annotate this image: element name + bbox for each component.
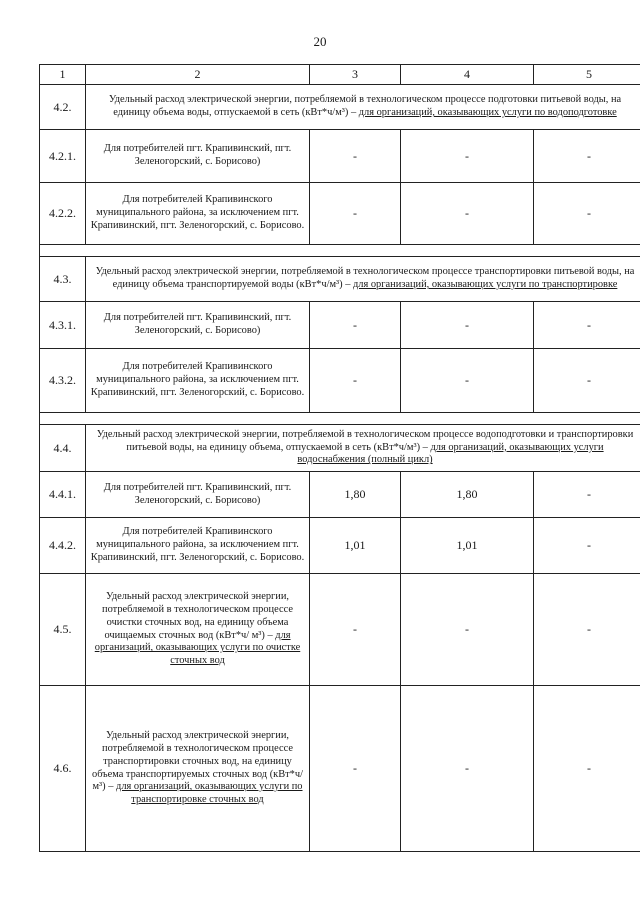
section-row xyxy=(40,425,640,472)
row-description-underlined: для организаций, оказывающих услуги по очистке сточных вод xyxy=(94,629,301,666)
row-number: 4.2.2. xyxy=(40,183,86,245)
row-description xyxy=(86,574,310,686)
row-description-main: Удельный расход электрической энергии, потребляемой в технологическом процессе очистки сточных вод, на единицу объема очищаемых сточных вод (кВт*ч/ м³) – xyxy=(102,591,293,641)
value-cell: - xyxy=(534,472,640,518)
table-row xyxy=(40,349,640,413)
row-number: 4.4.2. xyxy=(40,518,86,574)
value-cell: 1,01 xyxy=(310,518,401,574)
value-cell: - xyxy=(401,686,534,852)
row-description: Для потребителей пгт. Крапивинский, пгт. Зеленогорский, с. Борисово) xyxy=(86,130,310,183)
section-row xyxy=(40,257,640,302)
value-cell: - xyxy=(534,302,640,349)
row-number: 4.3.2. xyxy=(40,349,86,413)
section-text-main: Удельный расход электрической энергии, потребляемой в технологическом процессе транспортировки питьевой воды, на единицу объема транспортируемой воды (кВт*ч/м³) – xyxy=(95,266,635,290)
section-text-underlined: для организаций, оказывающих услуги по транспортировке xyxy=(353,279,618,290)
value-cell: - xyxy=(534,574,640,686)
column-header: 4 xyxy=(401,65,534,85)
indicators-table xyxy=(39,64,640,852)
value-cell: - xyxy=(401,183,534,245)
value-cell: - xyxy=(534,686,640,852)
value-cell: - xyxy=(310,302,401,349)
table-row xyxy=(40,130,640,183)
value-cell: - xyxy=(534,349,640,413)
row-description-main: Удельный расход электрической энергии, потребляемой в технологическом процессе транспортировки сточных вод, на единицу объема транспортируемых сточных вод (кВт*ч/ м³) – xyxy=(92,730,303,793)
value-cell: 1,80 xyxy=(310,472,401,518)
row-spacer xyxy=(40,245,640,257)
row-description: Для потребителей пгт. Крапивинский, пгт. Зеленогорский, с. Борисово) xyxy=(86,472,310,518)
column-header: 1 xyxy=(40,65,86,85)
row-number: 4.3. xyxy=(40,257,86,302)
row-number: 4.2.1. xyxy=(40,130,86,183)
section-text-underlined: для организаций, оказывающих услуги водоснабжения (полный цикл) xyxy=(297,441,604,466)
row-spacer xyxy=(40,413,640,425)
row-description-underlined: для организаций, оказывающих услуги по транспортировке сточных вод xyxy=(116,781,303,805)
row-description xyxy=(86,686,310,852)
row-number: 4.2. xyxy=(40,85,86,130)
table-row xyxy=(40,302,640,349)
table-row xyxy=(40,518,640,574)
row-number: 4.3.1. xyxy=(40,302,86,349)
table-row xyxy=(40,183,640,245)
row-number: 4.4. xyxy=(40,425,86,472)
value-cell: - xyxy=(401,130,534,183)
column-header: 5 xyxy=(534,65,640,85)
row-number: 4.4.1. xyxy=(40,472,86,518)
section-text xyxy=(86,85,640,130)
value-cell: - xyxy=(310,349,401,413)
section-text-main: Удельный расход электрической энергии, потребляемой в технологическом процессе подготовки питьевой воды, на единицу объема воды, отпускаемой в сеть (кВт*ч/м³) – xyxy=(108,94,622,118)
row-description: Для потребителей пгт. Крапивинский, пгт. Зеленогорский, с. Борисово) xyxy=(86,302,310,349)
row-number: 4.6. xyxy=(40,686,86,852)
column-header: 2 xyxy=(86,65,310,85)
page-number: 20 xyxy=(313,34,327,49)
value-cell: - xyxy=(534,130,640,183)
section-text xyxy=(86,425,640,472)
value-cell: - xyxy=(401,349,534,413)
row-description: Для потребителей Крапивинского муниципального района, за исключением пгт. Крапивинский, пгт. Зеленогорский, с. Борисово. xyxy=(86,183,310,245)
section-text xyxy=(86,257,640,302)
column-header: 3 xyxy=(310,65,401,85)
section-row xyxy=(40,85,640,130)
value-cell: - xyxy=(534,183,640,245)
value-cell: - xyxy=(310,130,401,183)
row-description: Для потребителей Крапивинского муниципального района, за исключением пгт. Крапивинский, пгт. Зеленогорский, с. Борисово. xyxy=(86,518,310,574)
row-description: Для потребителей Крапивинского муниципального района, за исключением пгт. Крапивинский, пгт. Зеленогорский, с. Борисово. xyxy=(86,349,310,413)
value-cell: 1,01 xyxy=(401,518,534,574)
value-cell: - xyxy=(534,518,640,574)
value-cell: - xyxy=(401,302,534,349)
table-row xyxy=(40,686,640,852)
table-header-row xyxy=(40,65,640,85)
table-row xyxy=(40,472,640,518)
table-row xyxy=(40,574,640,686)
section-text-underlined: для организаций, оказывающих услуги по водоподготовке xyxy=(358,107,617,118)
row-number: 4.5. xyxy=(40,574,86,686)
value-cell: - xyxy=(310,686,401,852)
value-cell: - xyxy=(401,574,534,686)
value-cell: - xyxy=(310,574,401,686)
section-text-main: Удельный расход электрической энергии, потребляемой в технологическом процессе водоподготовки и транспортировки питьевой воды, на единицу объема, отпускаемой в сеть (кВт*ч/м³) – xyxy=(96,428,634,453)
value-cell: - xyxy=(310,183,401,245)
value-cell: 1,80 xyxy=(401,472,534,518)
